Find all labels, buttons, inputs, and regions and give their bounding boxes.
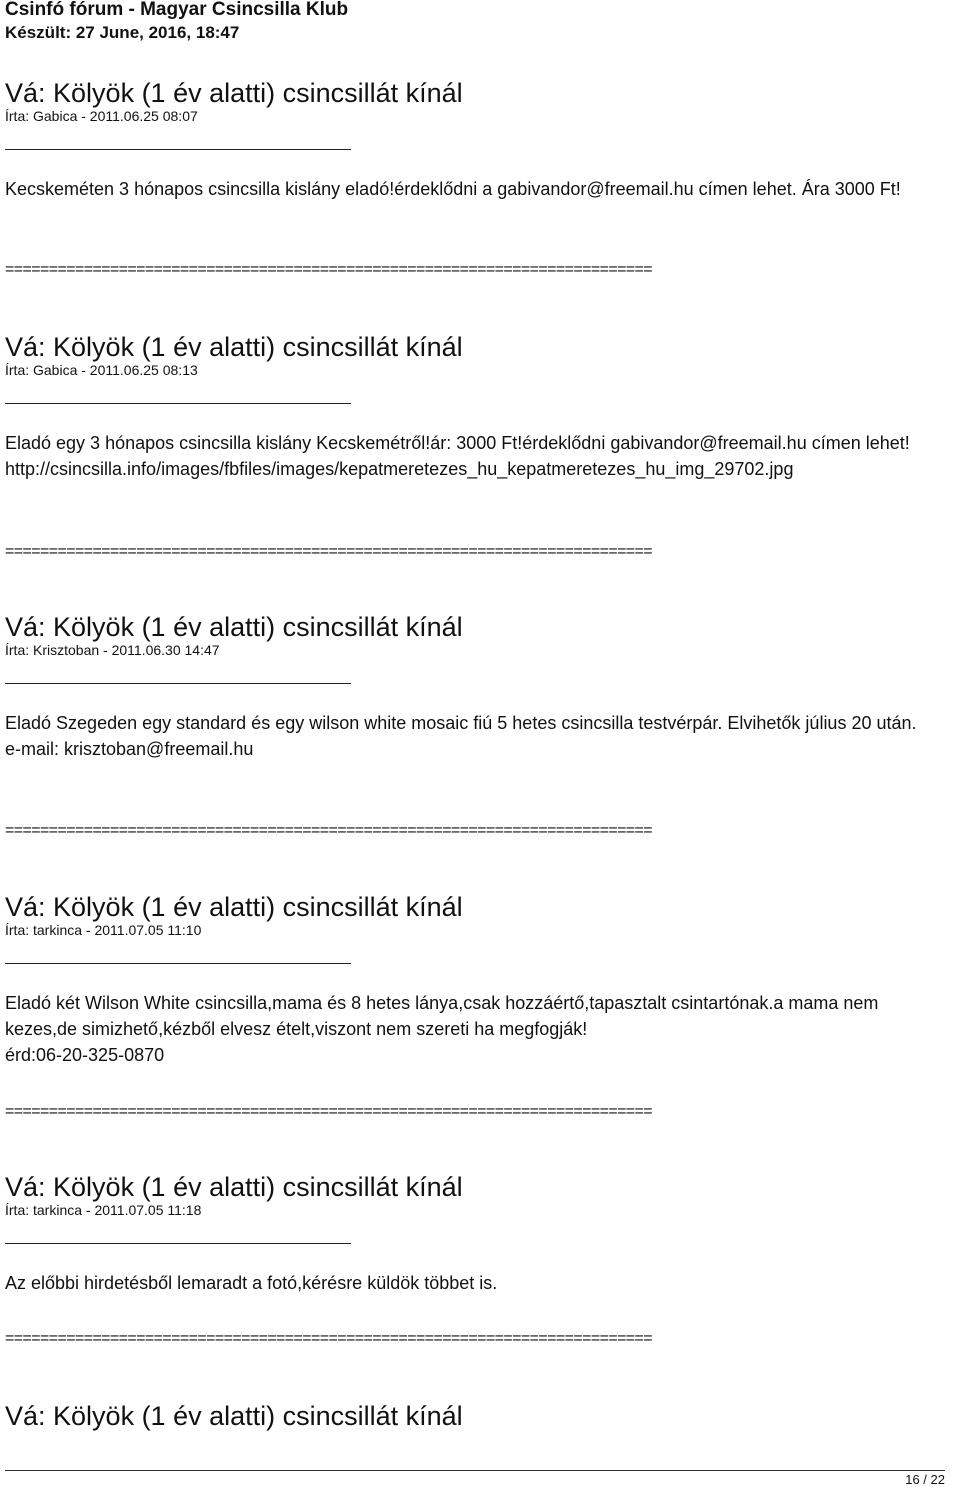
post-body bbox=[5, 176, 945, 202]
meta-divider bbox=[5, 403, 351, 404]
forum-post bbox=[5, 78, 945, 202]
post-title: Vá: Kölyök (1 év alatti) csincsillát kínál bbox=[5, 1401, 463, 1431]
meta-divider bbox=[5, 683, 351, 684]
post-title: Vá: Kölyök (1 év alatti) csincsillát kínál bbox=[5, 612, 463, 642]
post-paragraph: Eladó két Wilson White csincsilla,mama és 8 hetes lánya,csak hozzáértő,tapasztalt csintartónak.a mama nem kezes,de simizhető,kézből elvesz ételt,viszont nem szereti ha megfogják! bbox=[5, 993, 879, 1039]
post-paragraph: érd:06-20-325-0870 bbox=[5, 1045, 165, 1065]
post-separator: ========================================================================== bbox=[5, 543, 653, 560]
post-paragraph: Kecskeméten 3 hónapos csincsilla kislány eladó!érdeklődni a gabivandor@freemail.hu címen lehet. Ára 3000 Ft! bbox=[5, 179, 901, 199]
post-meta: Írta: Gabica - 2011.06.25 08:07 bbox=[5, 108, 198, 124]
post-paragraph: Eladó Szegeden egy standard és egy wilson white mosaic fiú 5 hetes csincsilla testvérpár. Elvihetők július 20 után. bbox=[5, 713, 917, 733]
post-paragraph: e-mail: krisztoban@freemail.hu bbox=[5, 739, 254, 759]
post-separator: ========================================================================== bbox=[5, 261, 653, 278]
forum-post bbox=[5, 332, 945, 482]
post-title: Vá: Kölyök (1 év alatti) csincsillát kínál bbox=[5, 78, 463, 108]
page-number: 16 / 22 bbox=[905, 1472, 945, 1487]
site-title: Csinfó fórum - Magyar Csincsilla Klub bbox=[5, 0, 349, 20]
post-meta: Írta: tarkinca - 2011.07.05 11:18 bbox=[5, 1202, 202, 1218]
post-paragraph: Eladó egy 3 hónapos csincsilla kislány Kecskemétről!ár: 3000 Ft!érdeklődni gabivandor@freemail.hu címen lehet! bbox=[5, 433, 910, 453]
post-body bbox=[5, 1270, 945, 1296]
post-body bbox=[5, 990, 945, 1068]
post-link[interactable]: http://csincsilla.info/images/fbfiles/images/kepatmeretezes_hu_kepatmeretezes_hu_img_29702.jpg bbox=[5, 459, 794, 479]
meta-divider bbox=[5, 1243, 351, 1244]
forum-post bbox=[5, 892, 945, 1068]
post-separator: ========================================================================== bbox=[5, 1103, 653, 1120]
document-header bbox=[5, 0, 348, 43]
footer-divider bbox=[5, 1470, 945, 1471]
post-separator: ========================================================================== bbox=[5, 1330, 653, 1347]
post-title: Vá: Kölyök (1 év alatti) csincsillát kínál bbox=[5, 1172, 463, 1202]
forum-post bbox=[5, 612, 945, 762]
post-paragraph: Az előbbi hirdetésből lemaradt a fotó,kérésre küldök többet is. bbox=[5, 1273, 498, 1293]
post-title: Vá: Kölyök (1 év alatti) csincsillát kínál bbox=[5, 892, 463, 922]
forum-post bbox=[5, 1172, 945, 1296]
post-title: Vá: Kölyök (1 év alatti) csincsillát kínál bbox=[5, 332, 463, 362]
post-meta: Írta: tarkinca - 2011.07.05 11:10 bbox=[5, 922, 202, 938]
created-timestamp: Készült: 27 June, 2016, 18:47 bbox=[5, 23, 240, 42]
post-separator: ========================================================================== bbox=[5, 822, 653, 839]
post-meta: Írta: Gabica - 2011.06.25 08:13 bbox=[5, 362, 198, 378]
meta-divider bbox=[5, 963, 351, 964]
meta-divider bbox=[5, 149, 351, 150]
post-body bbox=[5, 430, 945, 482]
forum-post bbox=[5, 1401, 945, 1431]
post-body bbox=[5, 710, 945, 762]
post-meta: Írta: Krisztoban - 2011.06.30 14:47 bbox=[5, 642, 220, 658]
